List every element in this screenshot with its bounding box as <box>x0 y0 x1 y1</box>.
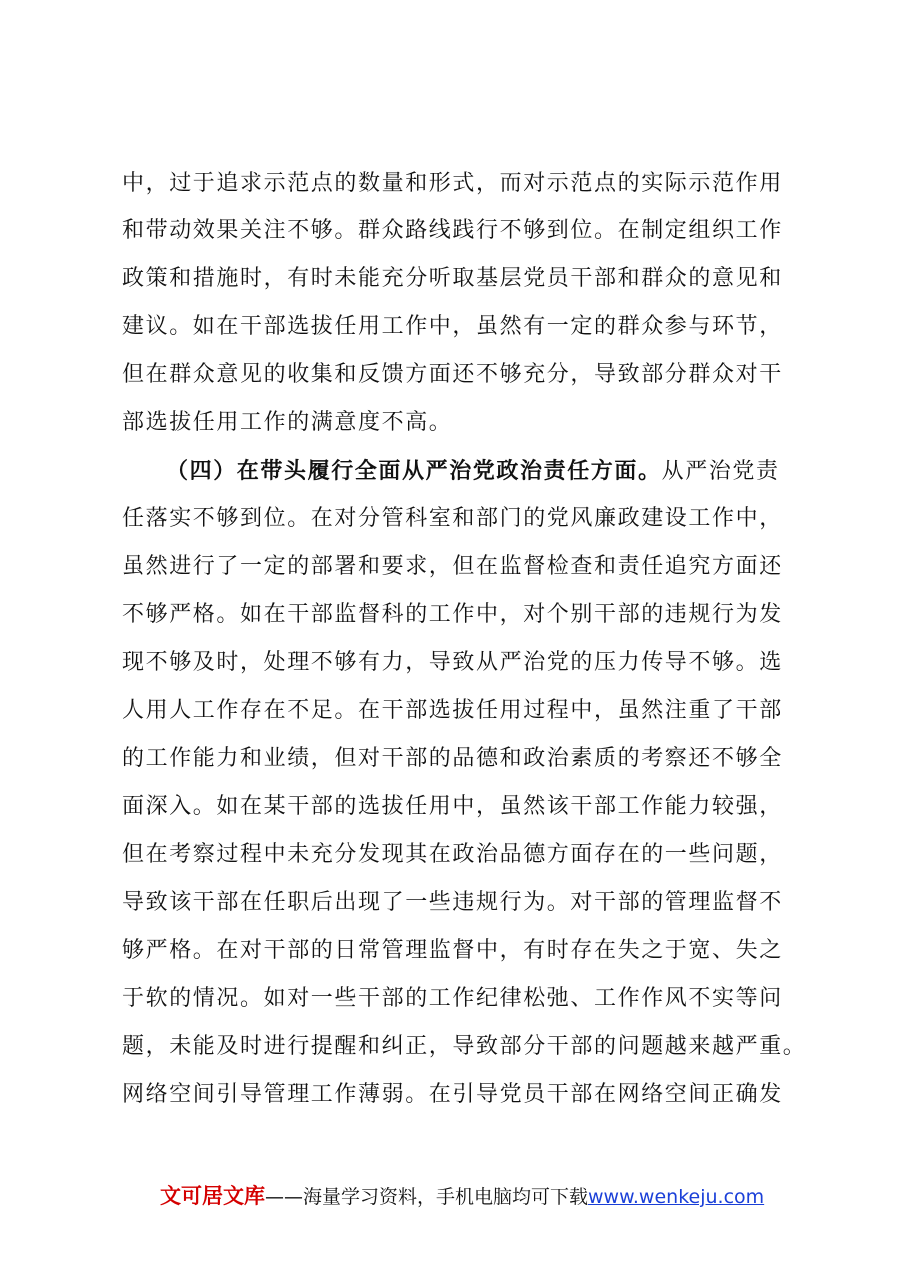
text-line: 够严格。在对干部的日常管理监督中，有时存在失之于宽、失之 <box>122 938 783 963</box>
text-line: 但在考察过程中未充分发现其在政治品德方面存在的一些问题， <box>122 842 783 867</box>
section-heading: （四）在带头履行全面从严治党政治责任方面。 <box>166 458 662 484</box>
footer-banner <box>160 1183 764 1210</box>
section-text: 从严治党责 <box>661 459 780 484</box>
text-line: 的工作能力和业绩，但对干部的品德和政治素质的考察还不够全 <box>122 746 783 771</box>
text-line: 任落实不够到位。在对分管科室和部门的党风廉政建设工作中， <box>122 506 783 531</box>
text-line: 面深入。如在某干部的选拔任用中，虽然该干部工作能力较强， <box>122 794 783 819</box>
text-line: 政策和措施时，有时未能充分听取基层党员干部和群众的意见和 <box>122 266 783 291</box>
text-line: 于软的情况。如对一些干部的工作纪律松弛、工作作风不实等问 <box>122 986 783 1011</box>
text-line: 但在群众意见的收集和反馈方面还不够充分，导致部分群众对干 <box>122 362 783 387</box>
text-line: 现不够及时，处理不够有力，导致从严治党的压力传导不够。选 <box>122 650 783 675</box>
text-line: 虽然进行了一定的部署和要求，但在监督检查和责任追究方面还 <box>122 554 783 579</box>
text-line: 题，未能及时进行提醒和纠正，导致部分干部的问题越来越严重。 <box>122 1034 807 1059</box>
footer-tagline: ——海量学习资料，手机电脑均可下载 <box>265 1186 589 1208</box>
brand-name: 文可居文库 <box>160 1184 265 1208</box>
text-line: 部选拔任用工作的满意度不高。 <box>122 410 453 435</box>
text-line: 中，过于追求示范点的数量和形式，而对示范点的实际示范作用 <box>122 171 783 196</box>
text-line: 和带动效果关注不够。群众路线践行不够到位。在制定组织工作 <box>122 218 783 243</box>
text-line: 不够严格。如在干部监督科的工作中，对个别干部的违规行为发 <box>122 602 783 627</box>
text-line: 建议。如在干部选拔任用工作中，虽然有一定的群众参与环节， <box>122 314 783 339</box>
site-link[interactable]: www.wenkeju.com <box>588 1186 765 1208</box>
section-heading-line <box>166 457 780 486</box>
text-line: 导致该干部在任职后出现了一些违规行为。对干部的管理监督不 <box>122 890 783 915</box>
text-line: 人用人工作存在不足。在干部选拔任用过程中，虽然注重了干部 <box>122 698 783 723</box>
text-line: 网络空间引导管理工作薄弱。在引导党员干部在网络空间正确发 <box>122 1082 783 1107</box>
